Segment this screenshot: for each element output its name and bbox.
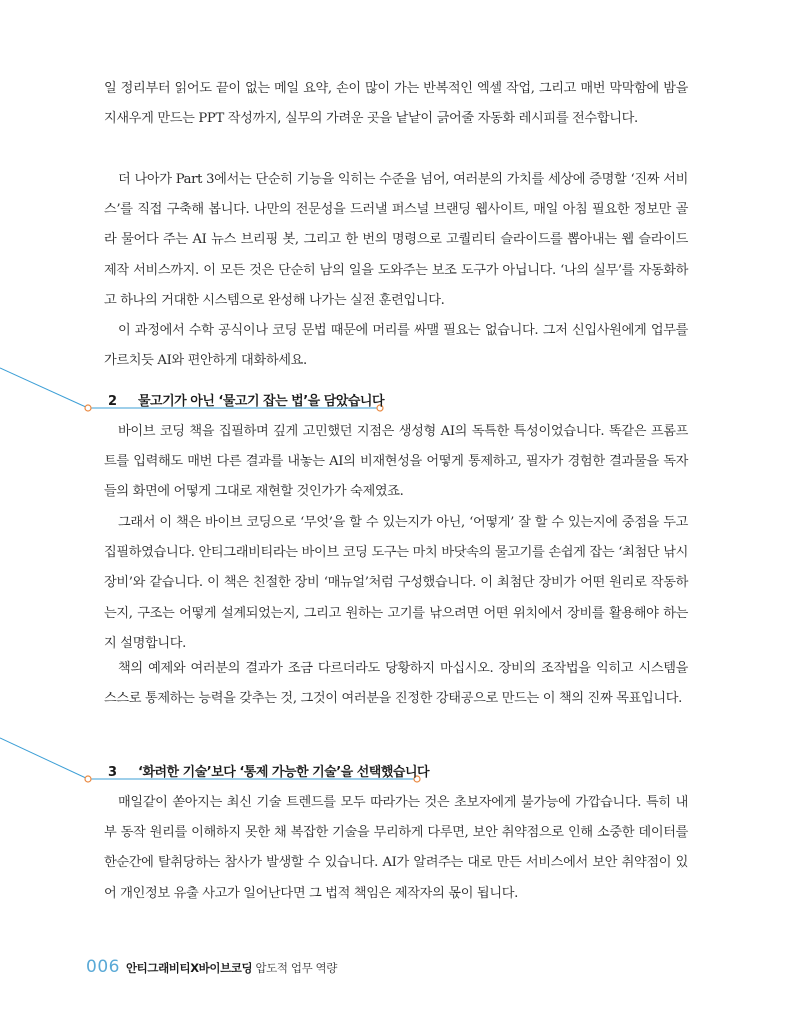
section-title: ‘화려한 기술’보다 ‘통제 가능한 기술’을 선택했습니다 — [138, 765, 430, 780]
body-paragraph: 그래서 이 책은 바이브 코딩으로 ‘무엇’을 할 수 있는지가 아닌, ‘어떻게’ 잘 할 수 있는지에 중점을 두고 집필하였습니다. 안티그래비티라는 바이브 코딩 도구는 마치 바닷속의 물고기를 손쉽게 잡는 ‘최첨단 낚시 장비’와 같습니다. 이 책은 친절한 장비 ‘매뉴얼’처럼 구성했습니다. 이 최첨단 장비가 어떤 원리로 작동하는지, 구조는 어떻게 설계되었는지, 그리고 원하는 고기를 낚으려면 어떤 위치에서 장비를 활용해야 하는지 설명합니다. — [104, 515, 688, 651]
body-paragraph: 책의 예제와 여러분의 결과가 조금 다르더라도 당황하지 마십시오. 장비의 조작법을 익히고 시스템을 스스로 통제하는 능력을 갖추는 것, 그것이 여러분을 진정한 강태공으로 만드는 이 책의 진짜 목표입니다. — [104, 661, 688, 707]
section-number: 3 — [108, 765, 117, 780]
book-title-rest: 압도적 업무 역량 — [252, 961, 337, 975]
body-paragraph: 바이브 코딩 책을 집필하며 깊게 고민했던 지점은 생성형 AI의 독특한 특성이었습니다. 똑같은 프롬프트를 입력해도 매번 다른 결과를 내놓는 AI의 비재현성을 어떻게 통제하고, 필자가 경험한 결과물을 독자들의 화면에 어떻게 그대로 재현할 것인가가 숙제였죠. — [104, 424, 688, 500]
body-paragraph: 일 정리부터 읽어도 끝이 없는 메일 요약, 손이 많이 가는 반복적인 엑셀 작업, 그리고 매번 막막함에 밤을 지새우게 만드는 PPT 작성까지, 실무의 가려운 곳을 낱낱이 긁어줄 자동화 레시피를 전수합니다. — [104, 81, 688, 127]
page-footer — [86, 957, 337, 977]
section-title: 물고기가 아닌 ‘물고기 잡는 법’을 담았습니다 — [138, 394, 385, 409]
section-heading-2 — [104, 390, 384, 409]
body-paragraph: 매일같이 쏟아지는 최신 기술 트렌드를 모두 따라가는 것은 초보자에게 불가능에 가깝습니다. 특히 내부 동작 원리를 이해하지 못한 채 복잡한 기술을 무리하게 다루면, 보안 취약점으로 인해 소중한 데이터를 한순간에 탈취당하는 참사가 발생할 수 있습니다. AI가 알려주는 대로 만든 서비스에서 보안 취약점이 있어 개인정보 유출 사고가 일어난다면 그 법적 책임은 제작자의 몫이 됩니다. — [104, 795, 688, 901]
section-heading-3 — [104, 761, 429, 780]
body-paragraph: 더 나아가 Part 3에서는 단순히 기능을 익히는 수준을 넘어, 여러분의 가치를 세상에 증명할 ‘진짜 서비스’를 직접 구축해 봅니다. 나만의 전문성을 드러낼 퍼스널 브랜딩 웹사이트, 매일 아침 필요한 정보만 골라 물어다 주는 AI 뉴스 브리핑 봇, 그리고 한 번의 명령으로 고퀄리티 슬라이드를 뽑아내는 웹 슬라이드 제작 서비스까지. 이 모든 것은 단순히 남의 일을 도와주는 보조 도구가 아닙니다. ‘나의 실무’를 자동화하고 하나의 거대한 시스템으로 완성해 나가는 실전 훈련입니다. — [104, 172, 688, 308]
page-number: 006 — [86, 957, 120, 977]
body-paragraph: 이 과정에서 수학 공식이나 코딩 문법 때문에 머리를 싸맬 필요는 없습니다. 그저 신입사원에게 업무를 가르치듯 AI와 편안하게 대화하세요. — [104, 323, 688, 369]
book-title-bold: 안티그래비티X바이브코딩 — [125, 961, 253, 975]
section-number: 2 — [108, 394, 117, 409]
